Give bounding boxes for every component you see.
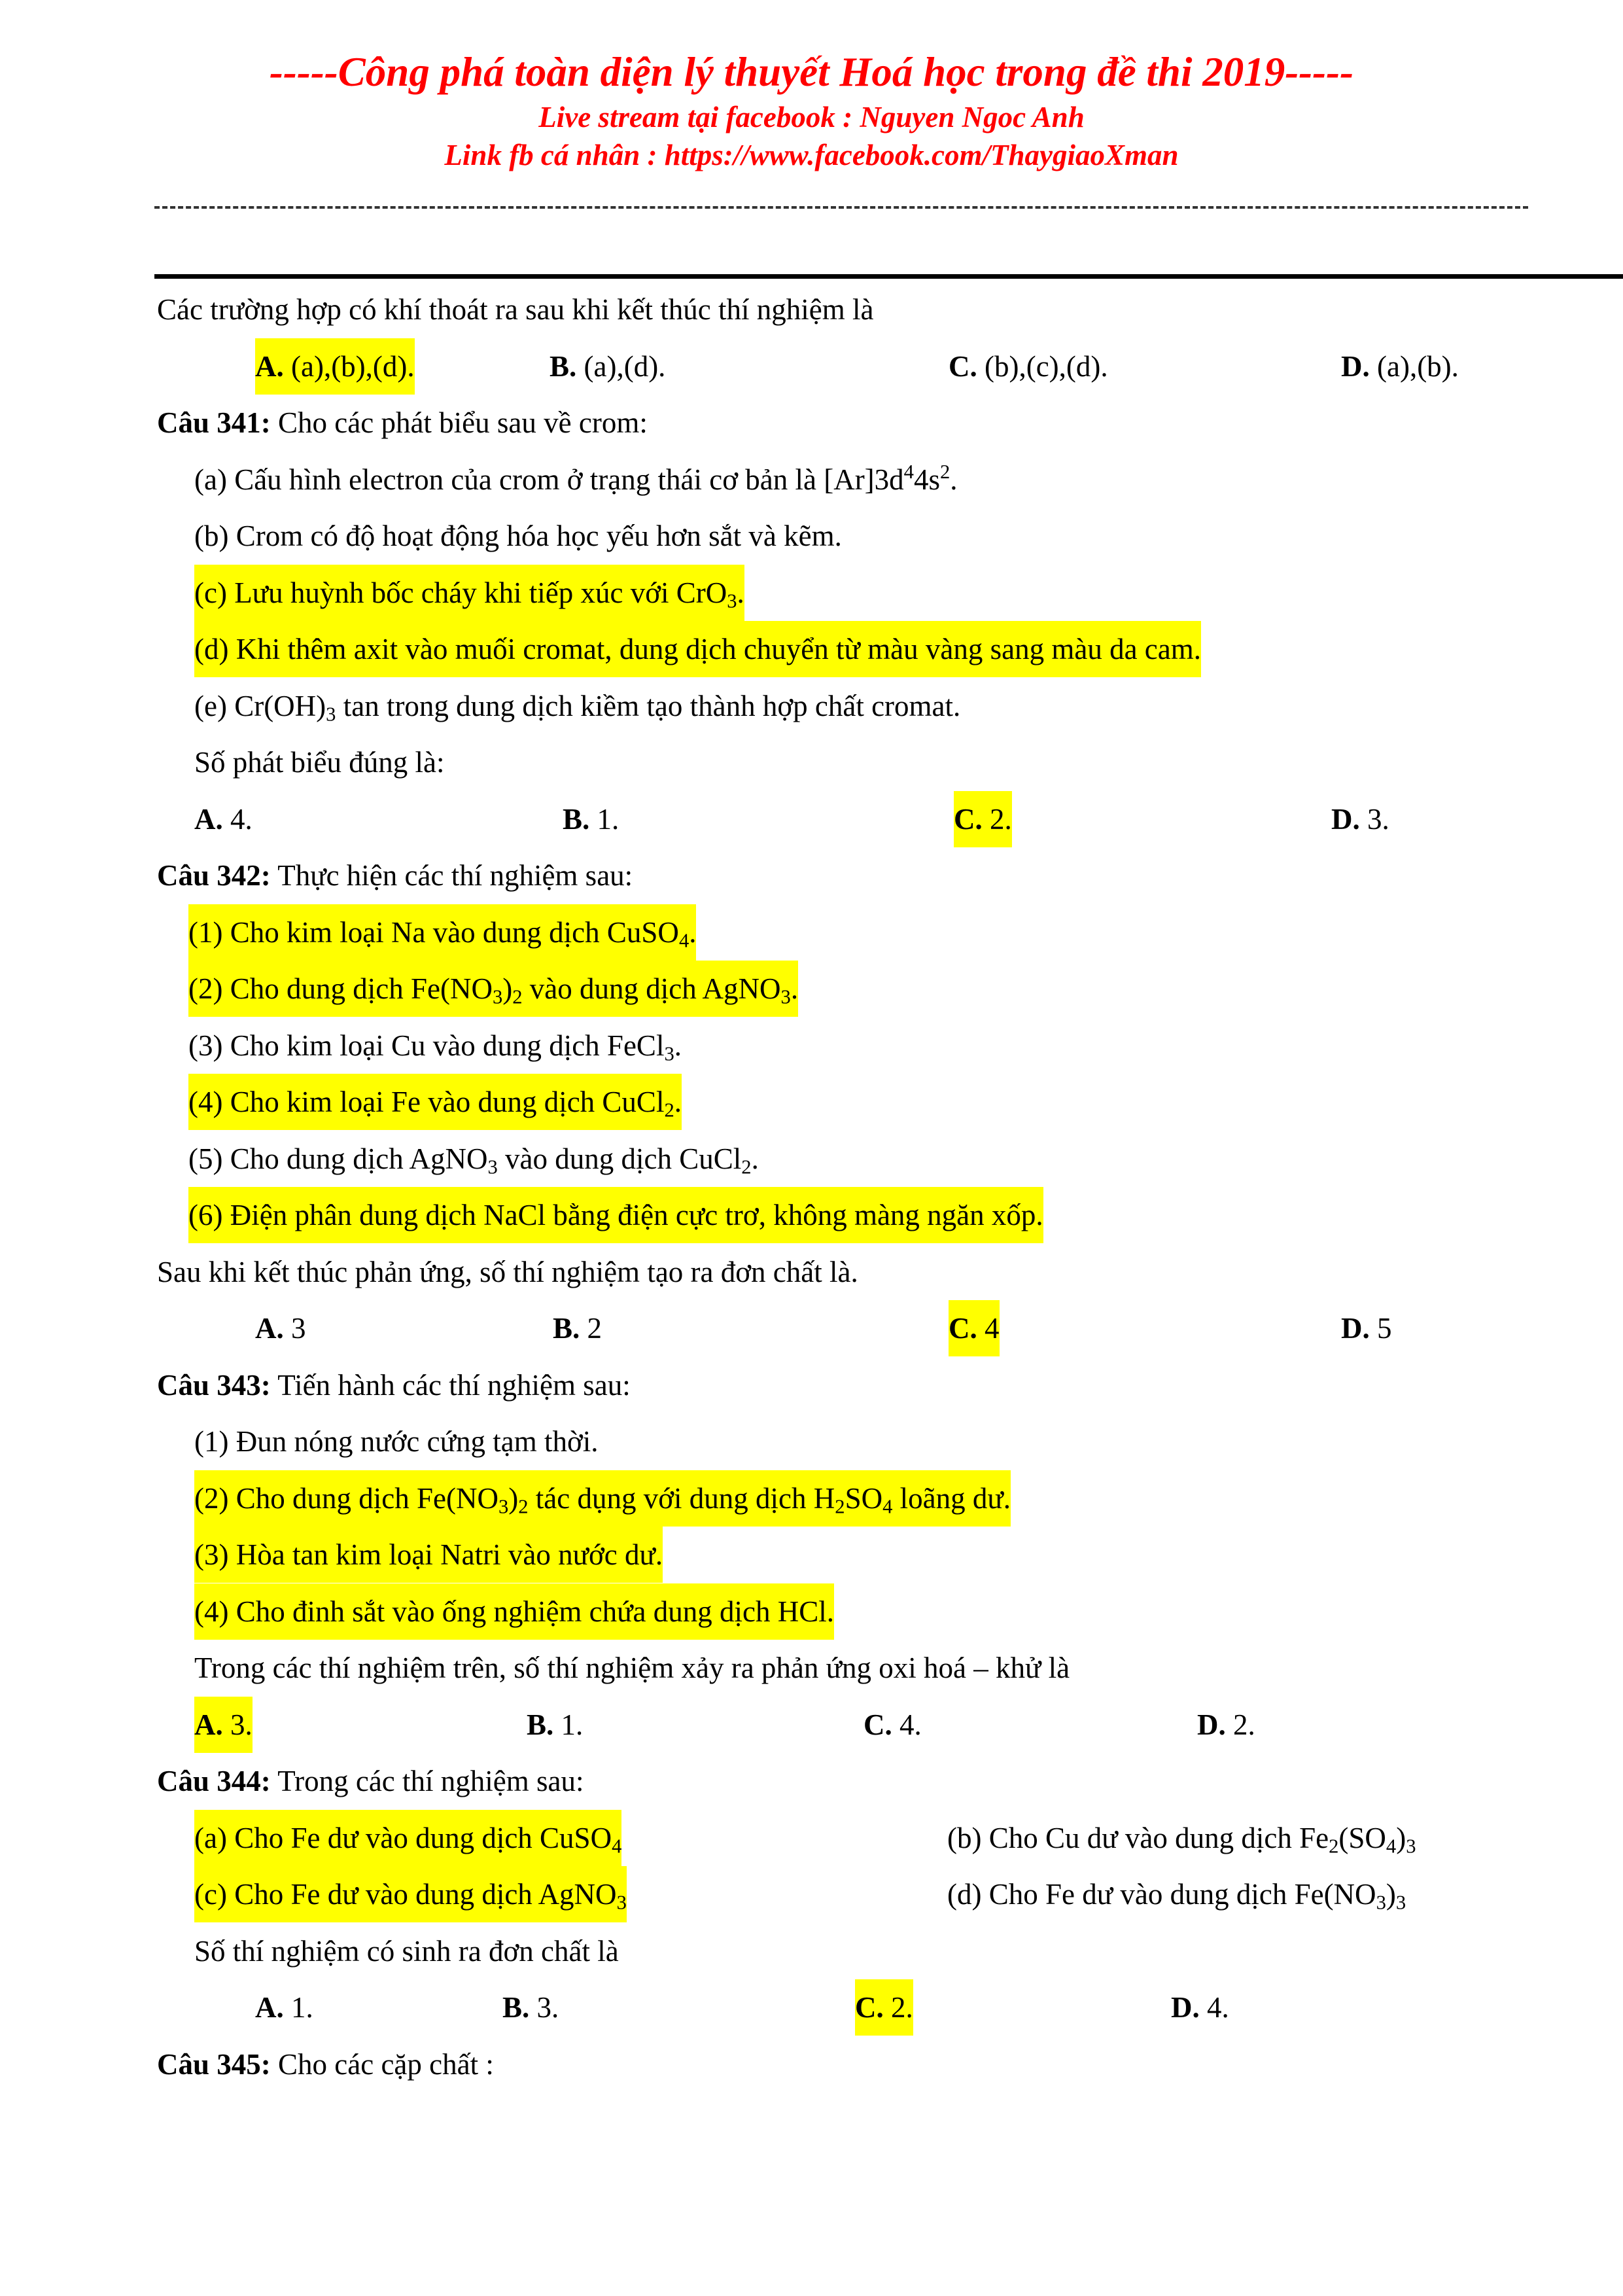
q344-item-d: (d) Cho Fe dư vào dung dịch $Fe(NO_3)_3$ bbox=[947, 1878, 1406, 1914]
q341-option-c: C. 2. bbox=[954, 791, 1012, 847]
dashed-divider bbox=[154, 206, 1528, 211]
q342-item-3: (3) Cho kim loại Cu vào dung dịch FeCl$_3$. bbox=[188, 1029, 682, 1065]
q342-option-d: D. 5 bbox=[1341, 1312, 1392, 1345]
q342-item-2: (2) Cho dung dịch $Fe(NO_3)_2$ vào dung dịch AgNO$_3$. bbox=[0, 961, 1623, 1017]
q344-item-b: (b) Cho Cu dư vào dung dịch $Fe_2(SO_4)_3$ bbox=[947, 1821, 1416, 1858]
q342-item-4: (4) Cho kim loại Fe vào dung dịch CuCl$_2$. bbox=[0, 1074, 1623, 1131]
q341-statement-d: (d) Khi thêm axit vào muối cromat, dung dịch chuyển từ màu vàng sang màu da cam. bbox=[0, 621, 1623, 678]
q341-options-line bbox=[0, 791, 1623, 848]
q344-stem: Câu 344: Trong các thí nghiệm sau: bbox=[157, 1765, 584, 1797]
header-link[interactable]: Link fb cá nhân : https://www.facebook.com/ThaygiaoXman bbox=[444, 139, 1179, 171]
q344-option-c: C. 2. bbox=[855, 1979, 913, 2036]
q342-ask: Sau khi kết thúc phản ứng, số thí nghiệm tạo ra đơn chất là. bbox=[157, 1255, 858, 1288]
q343-stem-line bbox=[0, 1357, 1623, 1414]
header-livestream: Live stream tại facebook : Nguyen Ngoc Anh bbox=[538, 101, 1085, 133]
q344-option-a: A. 1. bbox=[255, 1991, 313, 2024]
q341-ask: Số phát biểu đúng là: bbox=[194, 746, 445, 779]
q343-ask: Trong các thí nghiệm trên, số thí nghiệm xảy ra phản ứng oxi hoá – khử là bbox=[194, 1651, 1070, 1684]
q341-statement-e: (e) $Cr(OH)_3$ tan trong dung dịch kiềm tạo thành hợp chất cromat. bbox=[194, 689, 961, 726]
q344-item-c: (c) Cho Fe dư vào dung dịch AgNO$_3$ bbox=[194, 1866, 627, 1922]
q343-item-3: (3) Hòa tan kim loại Natri vào nước dư. bbox=[0, 1527, 1623, 1583]
q342-item-6: (6) Điện phân dung dịch NaCl bằng điện cực trơ, không màng ngăn xốp. bbox=[0, 1187, 1623, 1244]
q343-options-line bbox=[0, 1697, 1623, 1754]
prev-option-c: C. (b),(c),(d). bbox=[949, 349, 1108, 383]
header-title: -----Công phá toàn diện lý thuyết Hoá học trong đề thi 2019----- bbox=[269, 49, 1354, 95]
q342-options-line bbox=[0, 1300, 1623, 1357]
q344-stem-line bbox=[0, 1753, 1623, 1810]
q345-stem: Câu 345: Cho các cặp chất : bbox=[157, 2047, 494, 2081]
q344-options-line bbox=[0, 1979, 1623, 2036]
q343-stem: Câu 343: Tiến hành các thí nghiệm sau: bbox=[157, 1368, 631, 1402]
q342-item-1: (1) Cho kim loại Na vào dung dịch CuSO$_4$. bbox=[0, 904, 1623, 961]
q341-statement-b: (b) Crom có độ hoạt động hóa học yếu hơn sắt và kẽm. bbox=[194, 520, 842, 552]
q344-item-a: (a) Cho Fe dư vào dung dịch CuSO$_4$ bbox=[194, 1810, 621, 1866]
q342-stem-line bbox=[0, 847, 1623, 904]
prev-options-line bbox=[0, 338, 1623, 395]
page-header bbox=[0, 46, 1623, 174]
q343-item-2: (2) Cho dung dịch $Fe(NO_3)_2$ tác dụng với dung dịch $H_2SO_4$ loãng dư. bbox=[0, 1470, 1623, 1527]
prev-option-d: D. (a),(b). bbox=[1341, 349, 1459, 383]
q343-option-d: D. 2. bbox=[1197, 1708, 1255, 1741]
prev-stem-line bbox=[0, 281, 1623, 338]
document-body bbox=[0, 281, 1623, 2093]
q341-option-d: D. 3. bbox=[1331, 802, 1389, 836]
q342-stem: Câu 342: Thực hiện các thí nghiệm sau: bbox=[157, 859, 633, 892]
q343-option-a: A. 3. bbox=[194, 1697, 253, 1753]
q342-item-5: (5) Cho dung dịch AgNO$_3$ vào dung dịch CuCl$_2$. bbox=[188, 1142, 759, 1178]
q344-ask: Số thí nghiệm có sinh ra đơn chất là bbox=[194, 1934, 619, 1968]
q342-option-c: C. 4 bbox=[949, 1300, 1000, 1356]
q341-statement-c: (c) Lưu huỳnh bốc cháy khi tiếp xúc với CrO$_3$. bbox=[0, 565, 1623, 622]
prev-option-b: B. (a),(d). bbox=[550, 349, 666, 383]
q344-row-2 bbox=[0, 1866, 1623, 1923]
q342-option-b: B. 2 bbox=[553, 1312, 602, 1345]
q341-option-b: B. 1. bbox=[563, 802, 620, 836]
header-rule bbox=[154, 274, 1623, 279]
q341-option-a: A. 4. bbox=[194, 802, 253, 836]
q341-stem-line bbox=[0, 395, 1623, 451]
q344-option-d: D. 4. bbox=[1171, 1991, 1229, 2024]
q343-item-1: (1) Đun nóng nước cứng tạm thời. bbox=[194, 1425, 599, 1458]
q341-statement-a: (a) Cấu hình electron của crom ở trạng thái cơ bản là $[Ar]3d^44s^2$. bbox=[194, 460, 958, 496]
q344-row-1 bbox=[0, 1810, 1623, 1867]
q344-option-b: B. 3. bbox=[502, 1991, 559, 2024]
q341-stem: Câu 341: Cho các phát biểu sau về crom: bbox=[157, 406, 648, 439]
q343-option-b: B. 1. bbox=[527, 1708, 584, 1741]
q343-item-4: (4) Cho đinh sắt vào ống nghiệm chứa dung dịch HCl. bbox=[0, 1583, 1623, 1640]
prev-stem: Các trường hợp có khí thoát ra sau khi kết thúc thí nghiệm là bbox=[157, 293, 874, 326]
prev-option-a: A. (a),(b),(d). bbox=[255, 338, 415, 395]
q343-option-c: C. 4. bbox=[864, 1708, 922, 1741]
q342-option-a: A. 3 bbox=[255, 1312, 306, 1345]
q345-stem-line bbox=[0, 2036, 1623, 2093]
